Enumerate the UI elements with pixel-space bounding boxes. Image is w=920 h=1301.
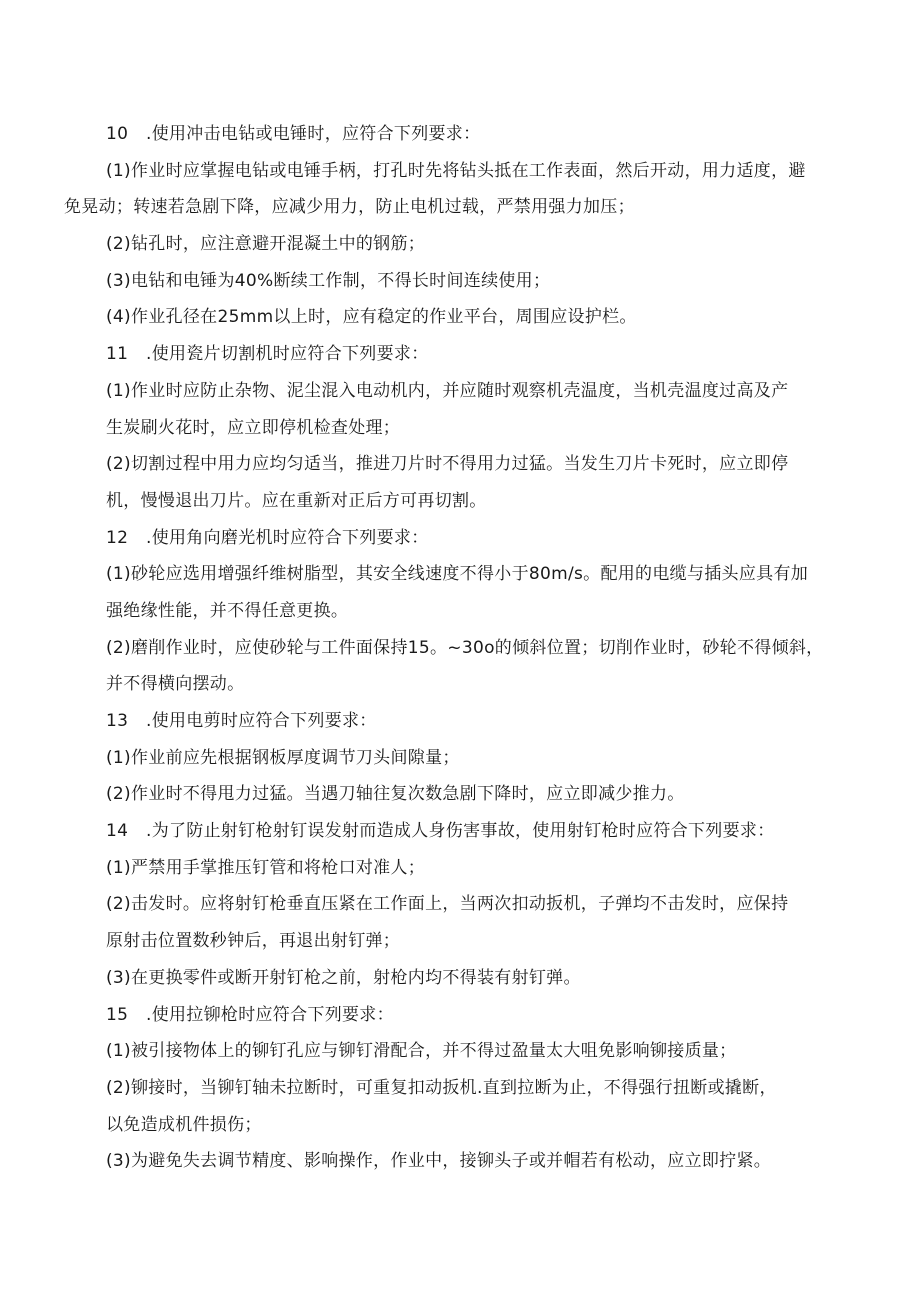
list-item: (4)作业孔径在25mm以上时，应有稳定的作业平台，周围应设护栏。 [106, 307, 637, 328]
list-item-continuation: 强绝缘性能，并不得任意更换。 [106, 600, 349, 621]
list-item-continuation: 生炭刷火花时，应立即停机检查处理； [106, 417, 401, 438]
document-body [64, 116, 860, 1180]
section-number: 14 [106, 821, 129, 842]
list-item: (3)在更换零件或断开射钉枪之前，射枪内均不得装有射钉弹。 [106, 967, 581, 988]
section-heading [64, 703, 860, 740]
list-item-continuation: 原射击位置数秒钟后，再退出射钉弹； [106, 931, 401, 952]
list-item: (2)铆接时，当铆钉轴未拉断时，可重复扣动扳机.直到拉断为止，不得强行扭断或撬断， [106, 1077, 777, 1098]
list-item: (1)被引接物体上的铆钉孔应与铆钉滑配合，并不得过盈量太大咀免影响铆接质量； [106, 1041, 737, 1062]
section-heading [64, 520, 860, 557]
section-title: .使用瓷片切割机时应符合下列要求： [146, 344, 429, 365]
list-item: (1)严禁用手掌推压钉管和将枪口对准人； [106, 857, 426, 878]
list-item: (1)作业时应防止杂物、泥尘混入电动机内，并应随时观察机壳温度，当机壳温度过高及产 [106, 380, 789, 401]
list-item-continuation: 机，慢慢退出刀片。应在重新对正后方可再切割。 [106, 490, 487, 511]
list-item-continuation: 以免造成机件损伤； [106, 1114, 262, 1135]
list-item: (3)电钻和电锤为40%断续工作制，不得长时间连续使用； [106, 270, 551, 291]
list-item: (1)砂轮应选用增强纤维树脂型，其安全线速度不得小于80m/s。配用的电缆与插头应具有加 [106, 564, 809, 585]
list-item-continuation: 并不得横向摆动。 [106, 674, 245, 695]
list-item: (1)作业前应先根据钢板厚度调节刀头间隙量； [106, 747, 460, 768]
section-heading [64, 997, 860, 1034]
section-title: .使用电剪时应符合下列要求： [146, 711, 377, 731]
list-item: (2)作业时不得甩力过猛。当遇刀轴往复次数急剧下降时，应立即减少推力。 [106, 784, 685, 805]
section-number: 11 [106, 344, 129, 365]
list-item: (1)作业时应掌握电钻或电锤手柄，打孔时先将钻头抵在工作表面，然后开动，用力适度，避 [106, 160, 806, 181]
list-item: (2)钻孔时，应注意避开混凝土中的钢筋； [106, 234, 426, 255]
section-heading [64, 813, 860, 850]
section-title: .为了防止射钉枪射钉误发射而造成人身伤害事故，使用射钉枪时应符合下列要求： [146, 821, 775, 842]
section-number: 13 [106, 711, 129, 731]
list-item-continuation: 免晃动；转速若急剧下降，应减少用力，防止电机过载，严禁用强力加压； [64, 197, 635, 218]
section-heading [64, 116, 860, 153]
section-number: 10 [106, 124, 129, 144]
section-title: .使用冲击电钻或电锤时，应符合下列要求： [146, 124, 481, 144]
section-title: .使用拉铆枪时应符合下列要求： [146, 1004, 394, 1025]
section-number: 15 [106, 1004, 129, 1025]
section-title: .使用角向磨光机时应符合下列要求： [146, 527, 429, 548]
list-item: (2)击发时。应将射钉枪垂直压紧在工作面上，当两次扣动扳机，子弹均不击发时，应保持 [106, 894, 789, 915]
section-number: 12 [106, 527, 129, 548]
section-heading [64, 336, 860, 373]
list-item: (2)切割过程中用力应均匀适当，推进刀片时不得用力过猛。当发生刀片卡死时，应立即停 [106, 454, 789, 475]
list-item: (3)为避免失去调节精度、影响操作，作业中，接铆头子或并帽若有松动，应立即拧紧。 [106, 1151, 772, 1172]
list-item: (2)磨削作业时，应使砂轮与工件面保持15。~30o的倾斜位置；切削作业时，砂轮不得倾斜， [106, 637, 824, 658]
